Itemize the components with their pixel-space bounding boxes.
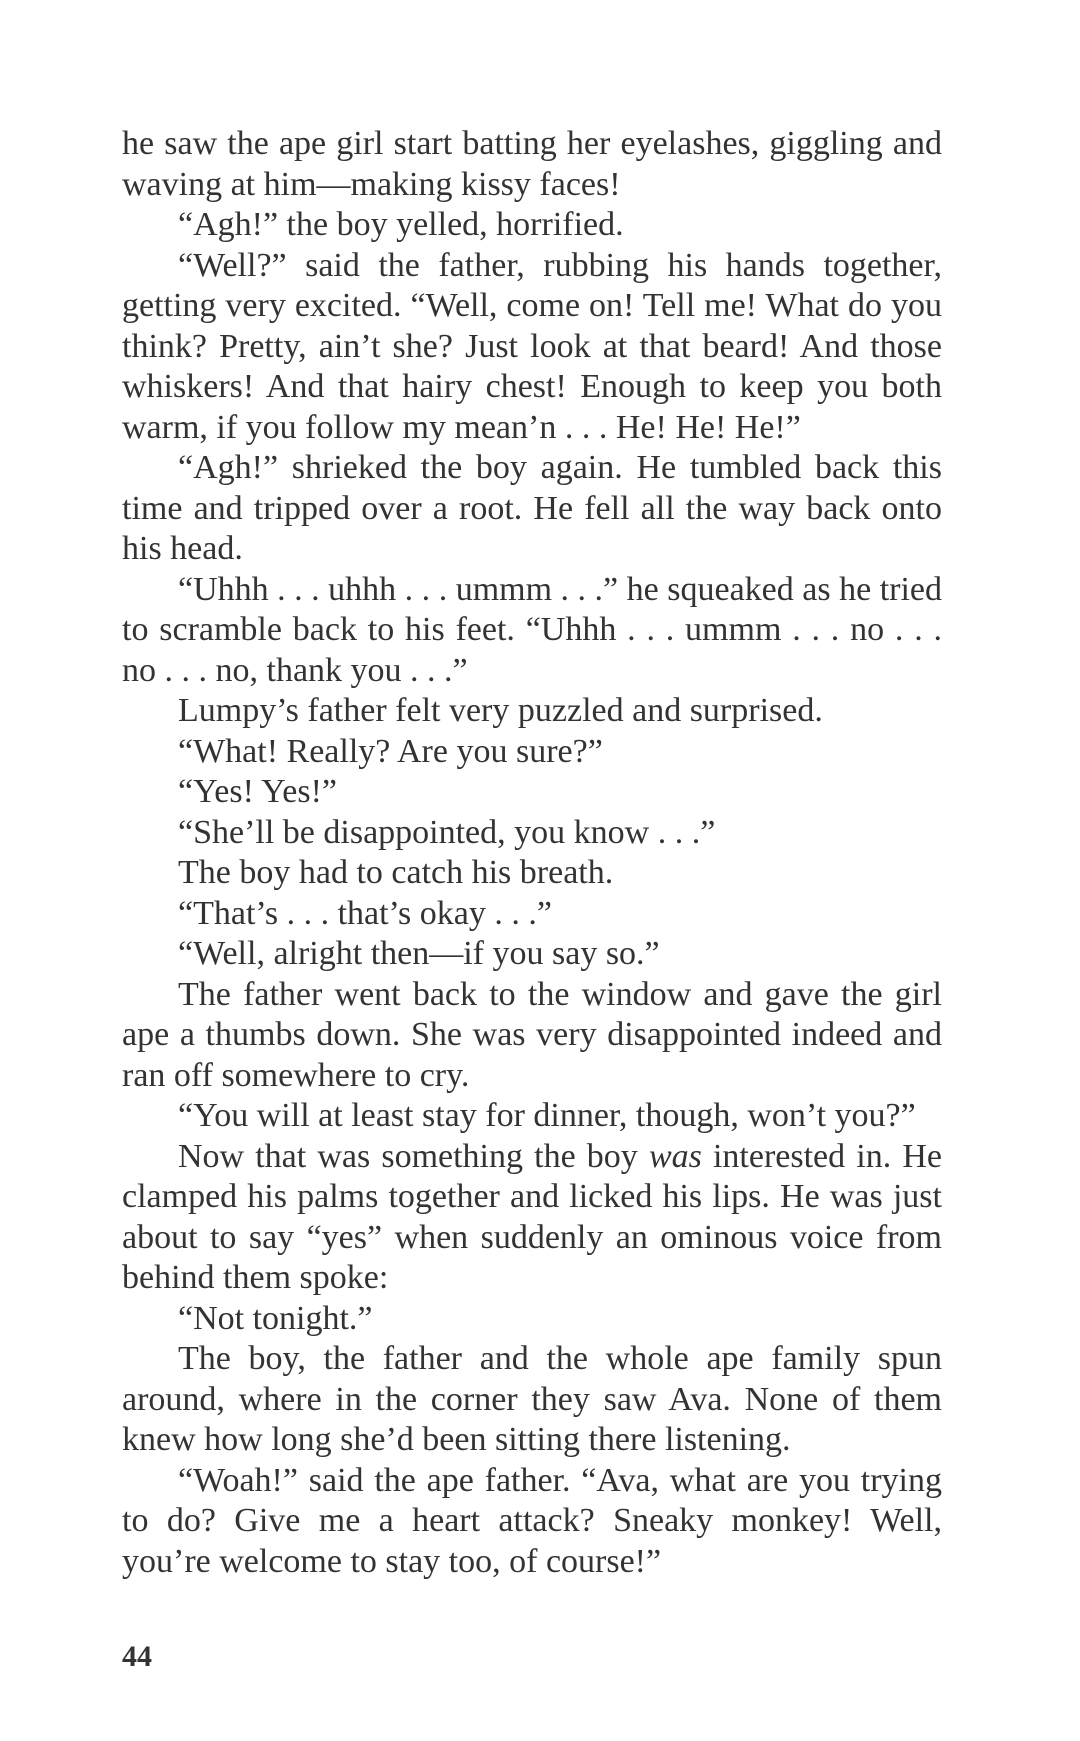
paragraph-text-after: interested in. He clamped his palms together and licked his lips. He was just about to say “yes” when suddenly an ominous voice from behind them spoke:: [122, 1137, 942, 1296]
body-text: [122, 124, 942, 1582]
paragraph-with-emphasis: [122, 1137, 942, 1299]
paragraph: “She’ll be disappointed, you know . . .”: [178, 813, 716, 851]
paragraph: “What! Really? Are you sure?”: [178, 732, 603, 770]
paragraph: “Agh!” shrieked the boy again. He tumbled back this time and tripped over a root. He fell all the way back onto his head.: [122, 449, 942, 567]
paragraph: The boy, the father and the whole ape family spun around, where in the corner they saw Ava. None of them knew how long she’d been sitting there listening.: [122, 1340, 942, 1458]
page-number: 44: [122, 1640, 152, 1673]
paragraph: “Agh!” the boy yelled, horrified.: [178, 206, 624, 243]
paragraph: “Yes! Yes!”: [178, 773, 338, 810]
paragraph-text-before: Now that was something the boy: [178, 1137, 649, 1175]
paragraph: he saw the ape girl start batting her eyelashes, giggling and waving at him—making kissy faces!: [122, 125, 942, 203]
paragraph: The father went back to the window and gave the girl ape a thumbs down. She was very disappointed indeed and ran off somewhere to cry.: [122, 975, 942, 1094]
paragraph: “Uhhh . . . uhhh . . . ummm . . .” he squeaked as he tried to scramble back to his feet. “Uhhh . . . ummm . . . no . . . no . . . no, thank you . . .”: [122, 570, 942, 689]
paragraph: Lumpy’s father felt very puzzled and surprised.: [178, 692, 823, 729]
paragraph: “Not tonight.”: [178, 1299, 373, 1337]
emphasized-word: was: [648, 1137, 702, 1175]
paragraph: “Woah!” said the ape father. “Ava, what are you trying to do? Give me a heart attack? Sneaky monkey! Well, you’re welcome to stay too, of course!”: [122, 1461, 942, 1580]
paragraph: “Well?” said the father, rubbing his hands together, getting very excited. “Well, come on! Tell me! What do you think? Pretty, ain’t she? Just look at that beard! And those whiskers! And that hairy chest! Enough to keep you both warm, if you follow my mean’n . . . He! He! He!”: [122, 246, 942, 446]
paragraph: “You will at least stay for dinner, though, won’t you?”: [178, 1097, 916, 1134]
paragraph: “Well, alright then—if you say so.”: [178, 935, 660, 972]
paragraph: “That’s . . . that’s okay . . .”: [178, 894, 552, 932]
paragraph: The boy had to catch his breath.: [178, 854, 614, 891]
